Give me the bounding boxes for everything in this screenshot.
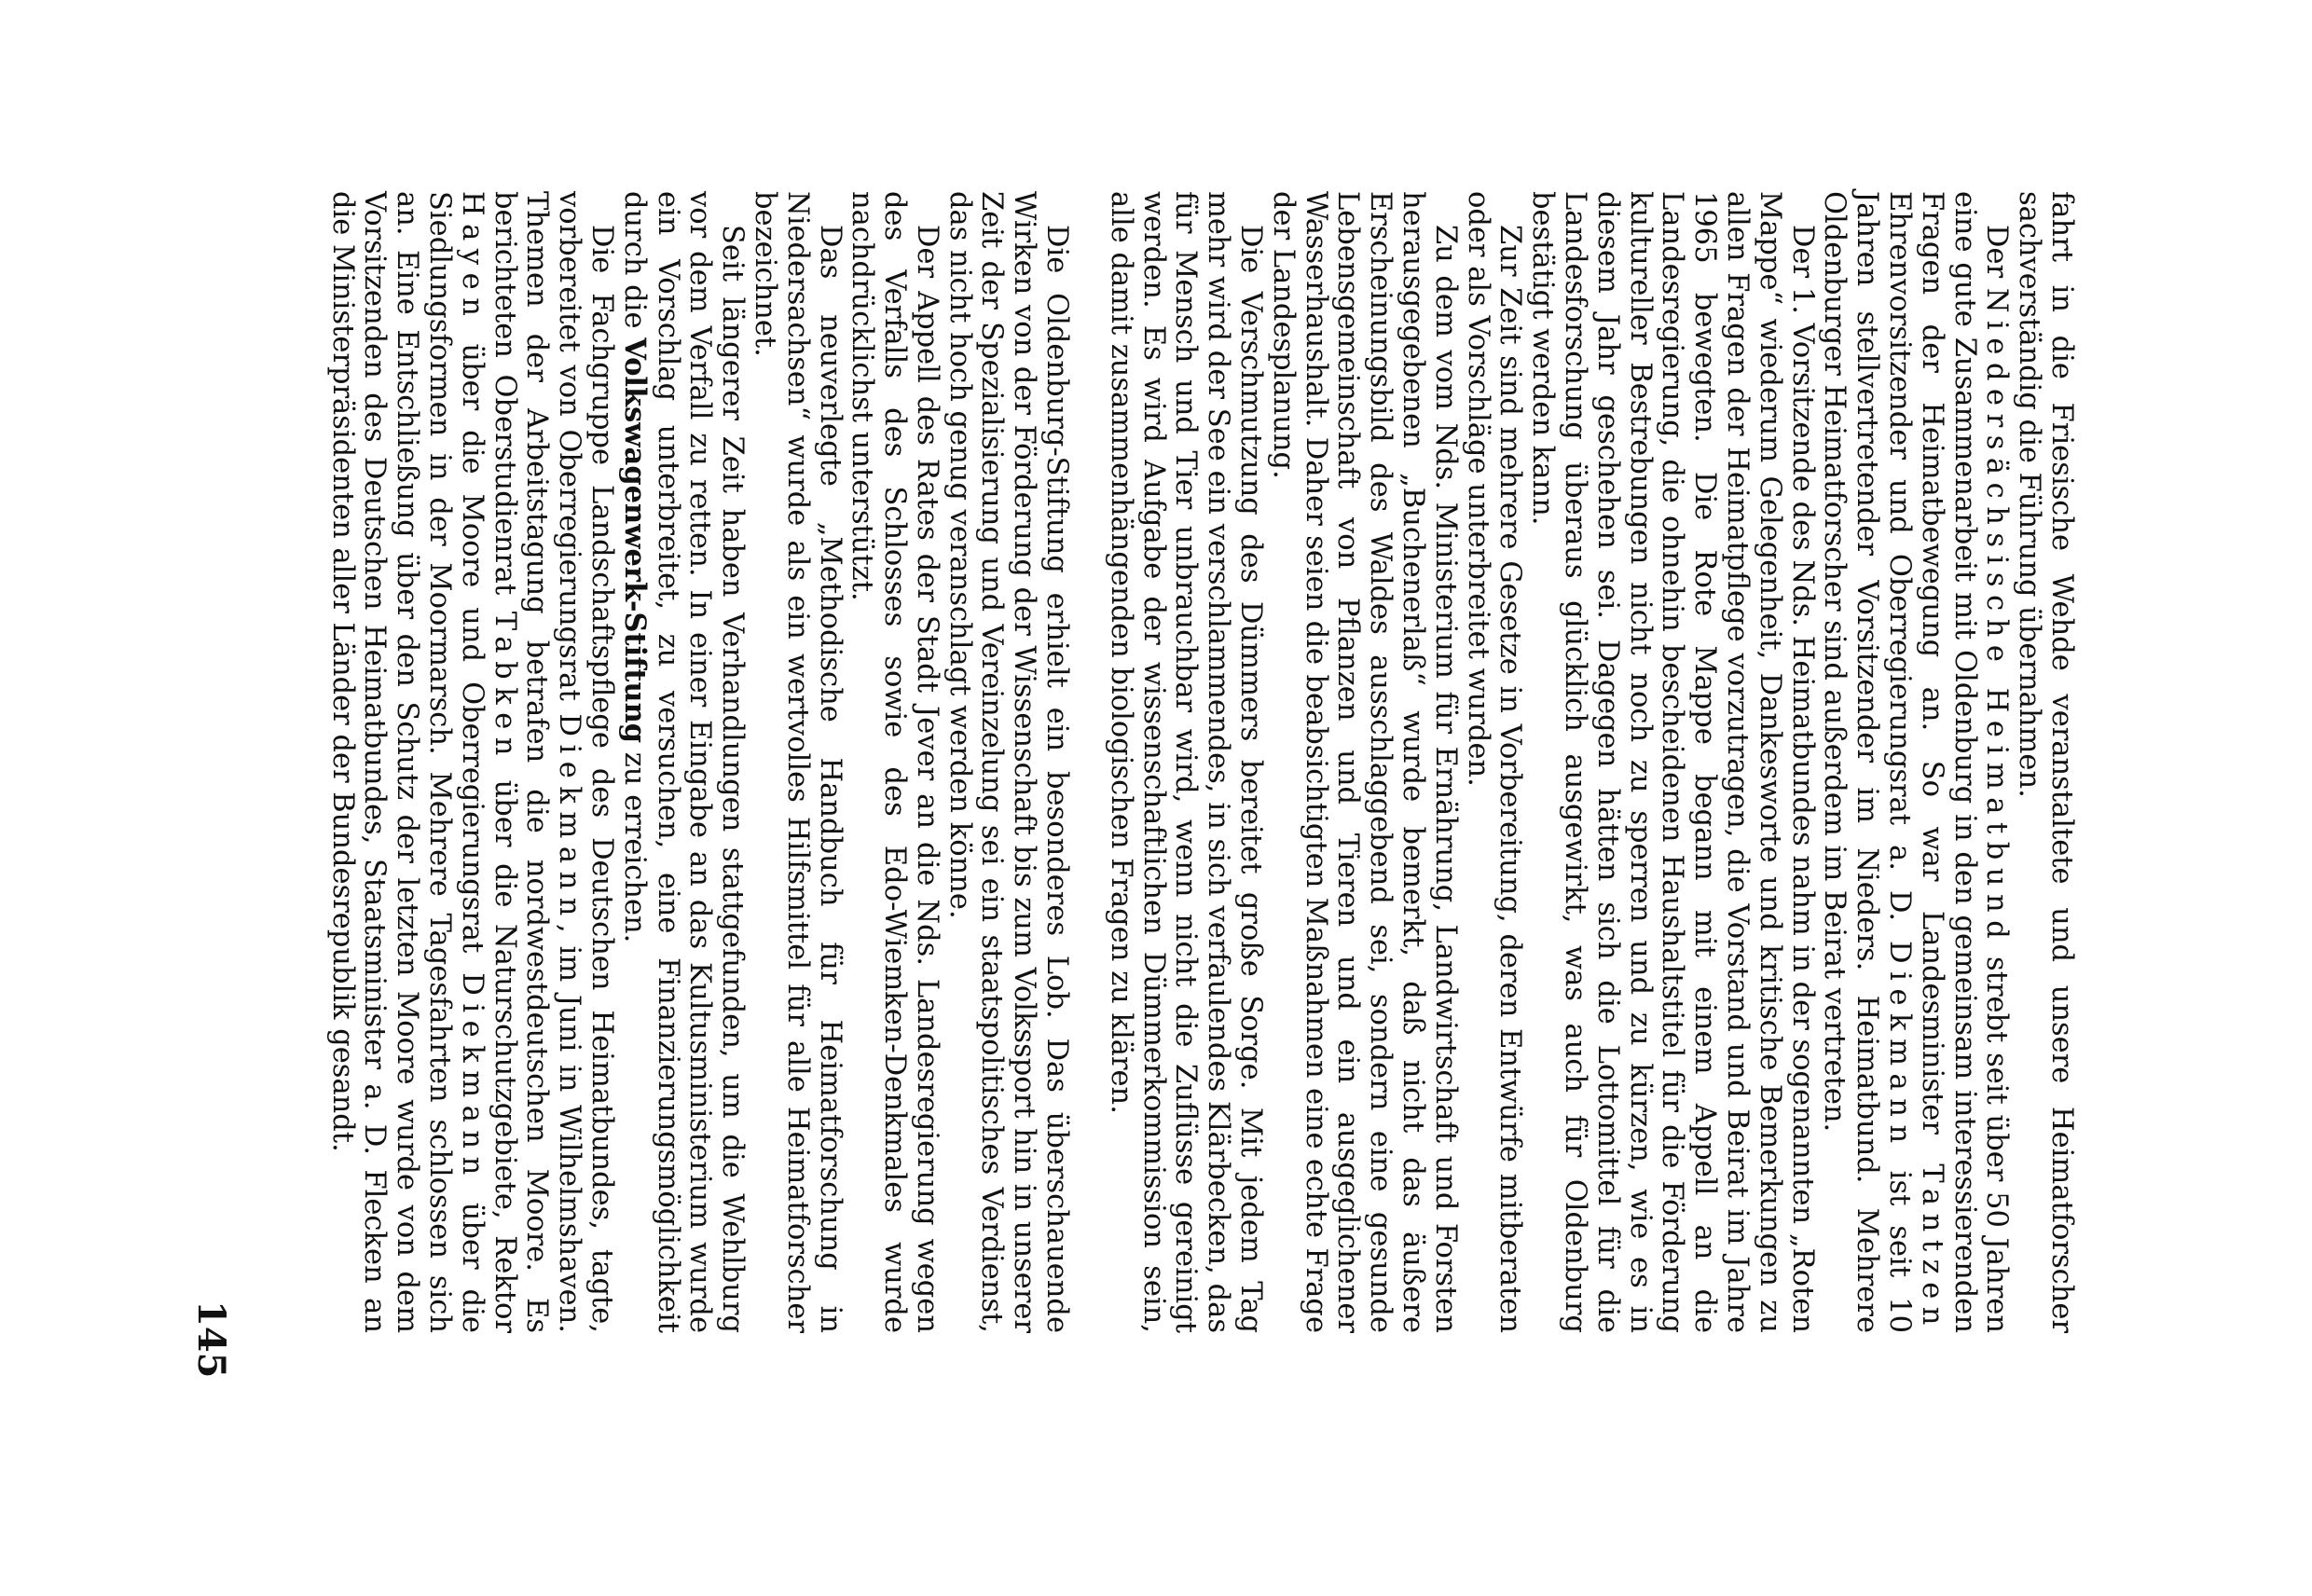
paragraph	[1818, 191, 2013, 1333]
text-run: fahrt in die Friesische Wehde veranstaltete und unsere Heimatforscher sachverständig die Führung übernahmen.	[2013, 191, 2078, 1333]
text-run: Der	[1980, 225, 2014, 288]
body-text	[325, 191, 2077, 1333]
paragraph	[748, 191, 845, 1333]
paragraph	[617, 191, 748, 1333]
bold-term: Volkswagenwerk-Stiftung	[617, 337, 652, 744]
text-run: Der Appell des Rates der Stadt Jever an die Nds. Landesregierung wegen des Verfalls des Schlosses sowie des Edo-Wiemken-Denkmales wurde nachdrücklichst unterstützt.	[846, 191, 943, 1333]
page-number: 145	[189, 1300, 233, 1379]
text-run: zu erreichen.	[617, 743, 651, 943]
text-run: Die Verschmutzung des Dümmers bereitet große Sorge. Mit jedem Tag mehr wird der See ein verschlammendes, in sich verfaulendes Klärbecken, das für Mensch und Tier unbrauchbar wird, wenn nicht die Zuflüsse gereinigt werden. Es wird Aufgabe der wissenschaftlichen Dümmerkommission sein, alle damit zusammenhängenden biologischen Fragen zu klären.	[1104, 191, 1268, 1333]
text-run: strebt seit über 50 Jahren eine gute Zusammenarbeit mit Oldenburg in den gemeinsam interessierenden Fragen der Heimatbewegung an. So war Landesminister	[1915, 191, 2014, 1333]
text-run: Ehrenvorsitzender und Oberregierungsrat a. D.	[1883, 191, 1917, 942]
spaced-name: Diekmann	[553, 713, 586, 924]
paragraph	[846, 191, 943, 1333]
spaced-name: Hayen	[455, 191, 489, 324]
spaced-name: Tantzen	[1915, 1163, 1948, 1333]
text-run: Zur Zeit sind mehrere Gesetze in Vorbereitung, deren Entwürfe mitberaten oder als Vorschläge unterbreitet wurden.	[1461, 191, 1527, 1333]
paragraph	[943, 191, 1072, 1333]
spaced-name: Diekmann	[455, 972, 489, 1183]
text-run: Die Oldenburg-Stiftung erhielt ein besonderes Lob. Das überschauende Wirken von der Förderung der Wissenschaft bis zum Volkssport hin in unserer Zeit der Spezialisierung und Vereinzelung sei ein staatspolitisches Verdienst, das nicht hoch genug veranschlagt werden könne.	[943, 191, 1074, 1333]
text-run: über die Naturschutzgebiete, Rektor	[488, 764, 521, 1334]
text-run: , im Juni in Wilhelmshaven. Themen der Arbeitstagung betrafen die nordwestdeutschen Moore. Es berichteten Oberstudienrat	[488, 191, 586, 1333]
text-run: ist seit 10 Jahren stellvertretender Vorsitzender im Nieders. Heimatbund. Mehrere Oldenburger Heimatforscher sind außerdem im Beirat vertreten.	[1818, 191, 1917, 1333]
text-run: Der 1. Vorsitzende des Nds. Heimatbundes nahm in der sogenannten „Roten Mappe“ wiederum Gelegenheit, Dankesworte und kritische Bemerkungen zu allen Fragen der Heimatpflege vorzutragen, die Vorstand und Beirat im Jahre 1965 bewegten. Die Rote Mappe begann mit einem Appell an die Landesregierung, die ohnehin bescheidenen Haushaltstitel für die Förderung kultureller Bestrebungen nicht noch zu sperren und zu kürzen, wie es in diesem Jahr geschehen sei. Dagegen hätten sich die Lottomittel für die Landesforschung überaus glücklich ausgewirkt, was auch für Oldenburg bestätigt werden kann.	[1526, 191, 1819, 1333]
paragraph	[1266, 191, 1461, 1333]
paragraph	[325, 191, 617, 1333]
text-run: Die Fachgruppe Landschaftspflege des Deutschen Heimatbundes, tagte, vorbereitet von Oberregierungsrat	[553, 191, 618, 1333]
paragraph	[1525, 191, 1817, 1333]
text-run: Zu dem vom Nds. Ministerium für Ernährung, Landwirtschaft und Forsten herausgegebenen „Buchenerlaß“ wurde bemerkt, daß nicht das äußere Erscheinungsbild des Waldes ausschlaggebend sei, sondern eine gesunde Lebensgemeinschaft von Pflanzen und Tieren und ein ausgeglichener Wasserhaushalt. Daher seien die beabsichtigten Maßnahmen eine echte Frage der Landesplanung.	[1266, 191, 1462, 1333]
paragraph	[2012, 191, 2077, 1333]
spaced-name: Diekmann	[1883, 941, 1917, 1151]
text-run: über die Moore und Oberregierungsrat	[455, 323, 489, 973]
paragraph	[1461, 191, 1526, 1333]
text-run: Das neuverlegte „Methodische Handbuch für Heimatforschung in Niedersachsen“ wurde als ein wertvolles Hilfsmittel für alle Heimatforscher bezeichnet.	[748, 191, 846, 1333]
spaced-name: Niedersächsische Heimatbund	[1980, 287, 2014, 947]
text-run: Seit längerer Zeit haben Verhandlungen stattgefunden, um die Wehlburg vor dem Verfall zu retten. In einer Eingabe an das Kultusministerium wurde ein Vorschlag unterbreitet, zu versuchen, eine Finanzierungsmöglichkeit durch die	[617, 191, 750, 1333]
paragraph	[1104, 191, 1266, 1333]
spaced-name: Tabken	[488, 611, 521, 764]
text-run: über die Siedlungsformen in der Moormarsch. Mehrere Tagesfahrten schlossen sich an. Eine Entschließung über den Schutz der letzten Moore wurde von dem Vorsitzenden des Deutschen Heimatbundes, Staatsminister a. D. Flecken an die Ministerpräsidenten aller Länder der Bundesrepublik gesandt.	[325, 191, 489, 1333]
